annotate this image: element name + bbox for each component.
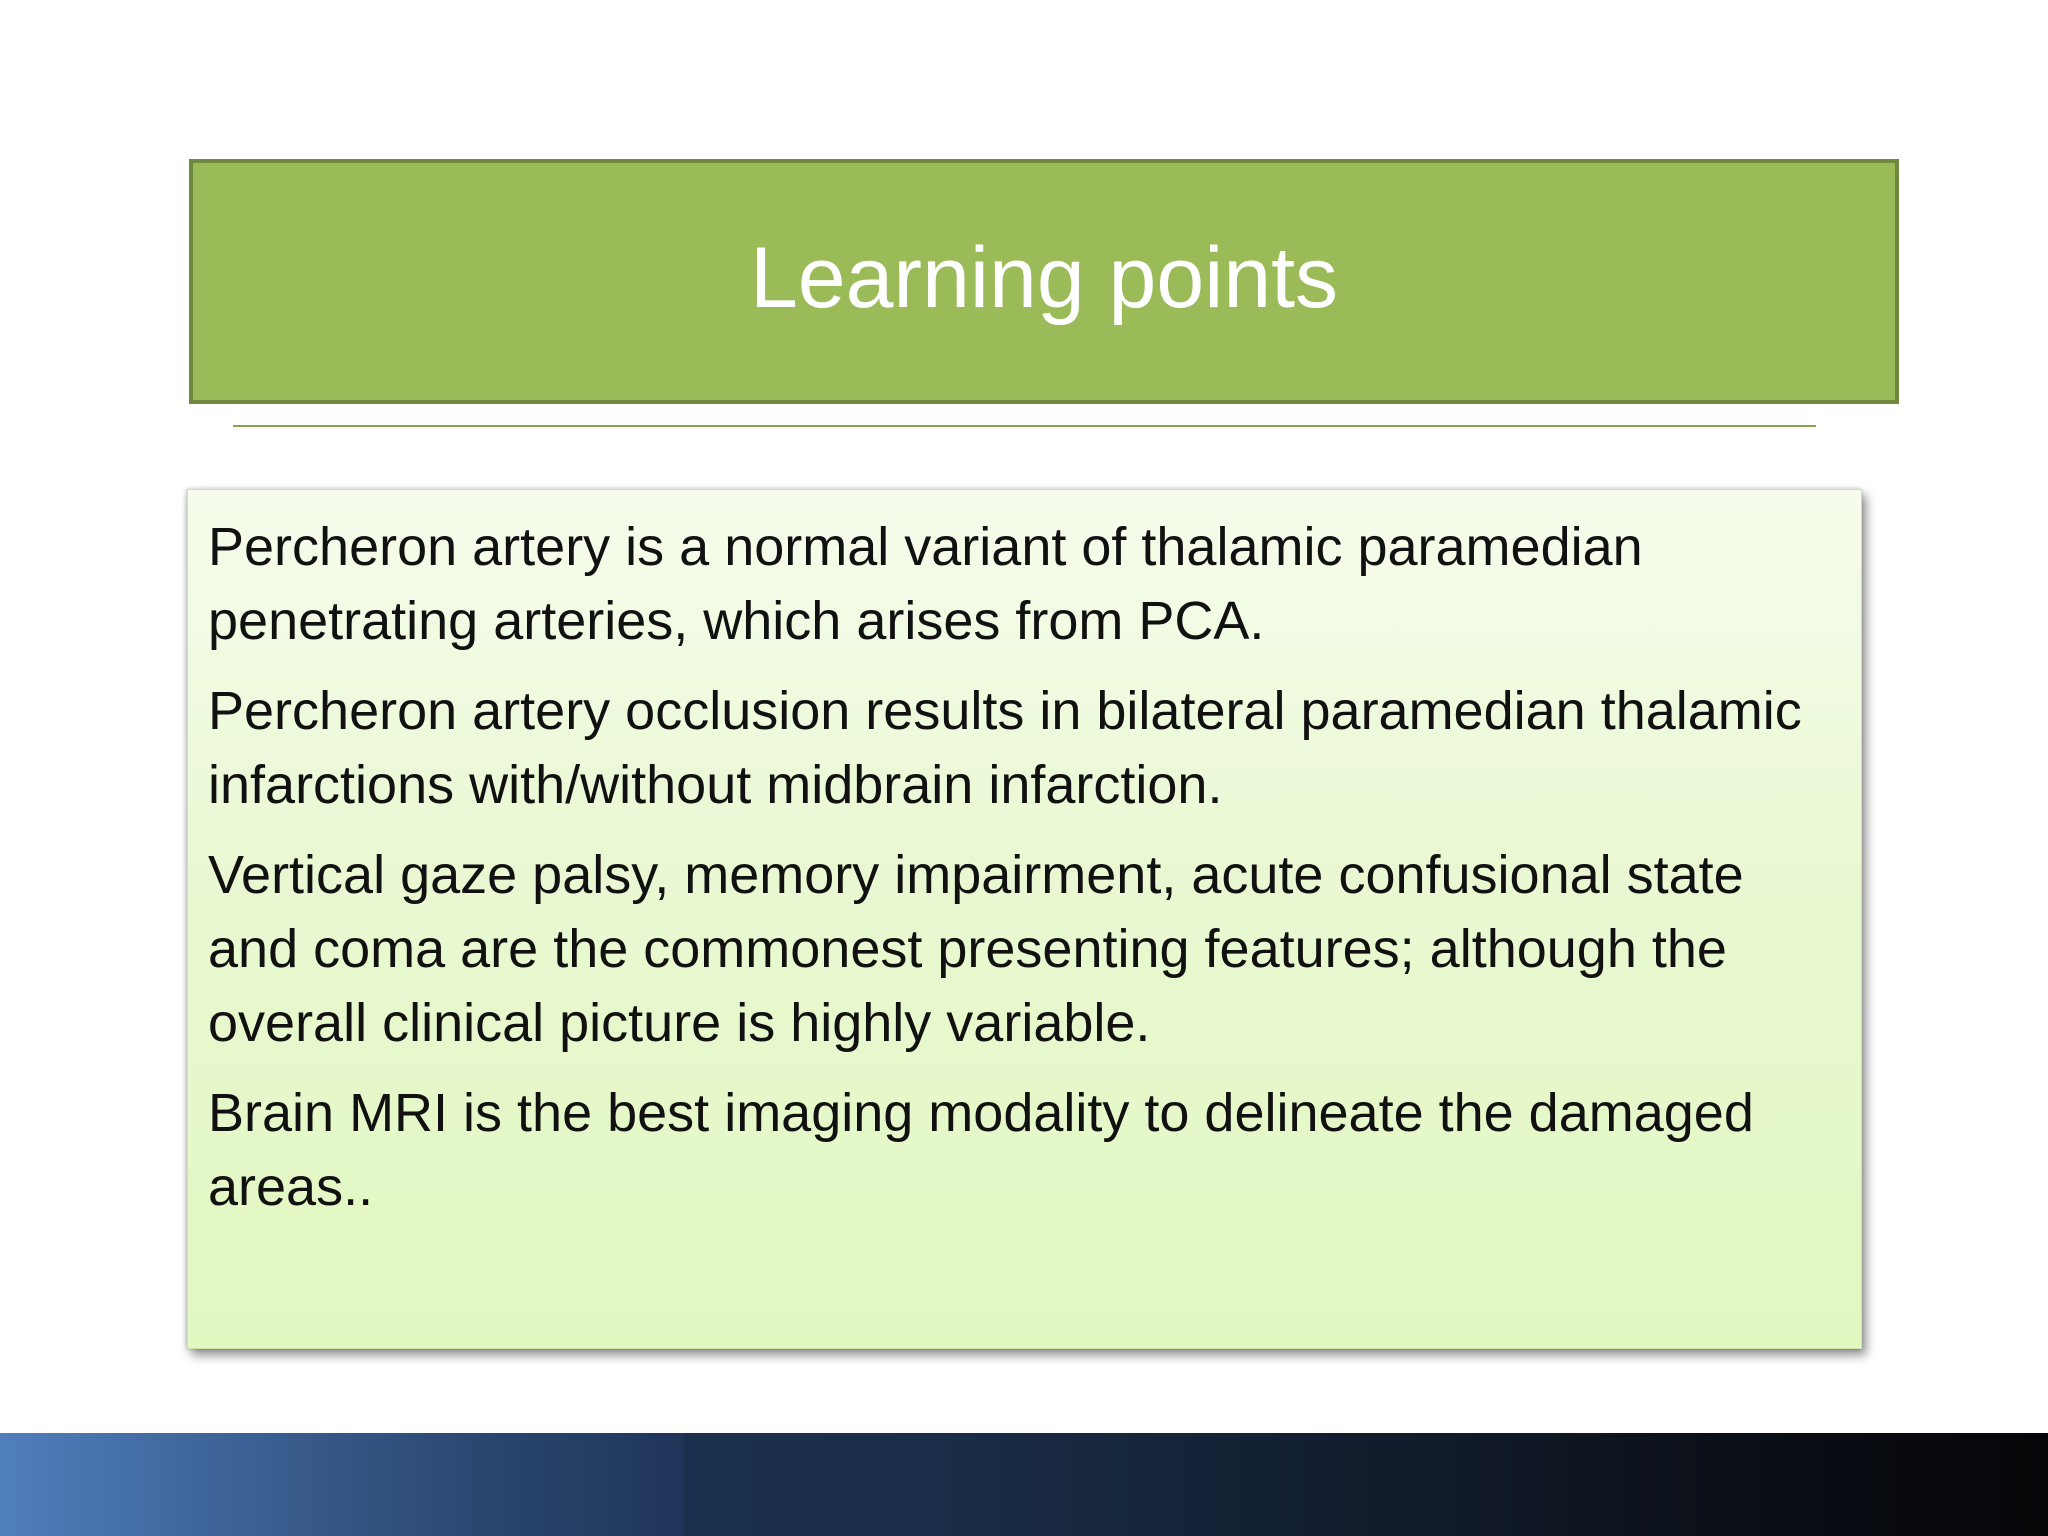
learning-point: Vertical gaze palsy, memory impairment, acute confusional state and coma are the commonest presenting features; although the overall clinical picture is highly variable. — [208, 845, 1744, 1053]
footer-bar-accent — [0, 1433, 684, 1536]
learning-point: Percheron artery is a normal variant of thalamic paramedian penetrating arteries, which arises from PCA. — [208, 517, 1643, 651]
title-box — [189, 159, 1899, 404]
slide-title: Learning points — [749, 229, 1339, 326]
learning-point: Brain MRI is the best imaging modality to delineate the damaged areas.. — [208, 1083, 1754, 1217]
learning-points-box — [187, 489, 1862, 1349]
learning-point: Percheron artery occlusion results in bilateral paramedian thalamic infarctions with/without midbrain infarction. — [208, 681, 1802, 815]
title-divider — [233, 425, 1816, 427]
